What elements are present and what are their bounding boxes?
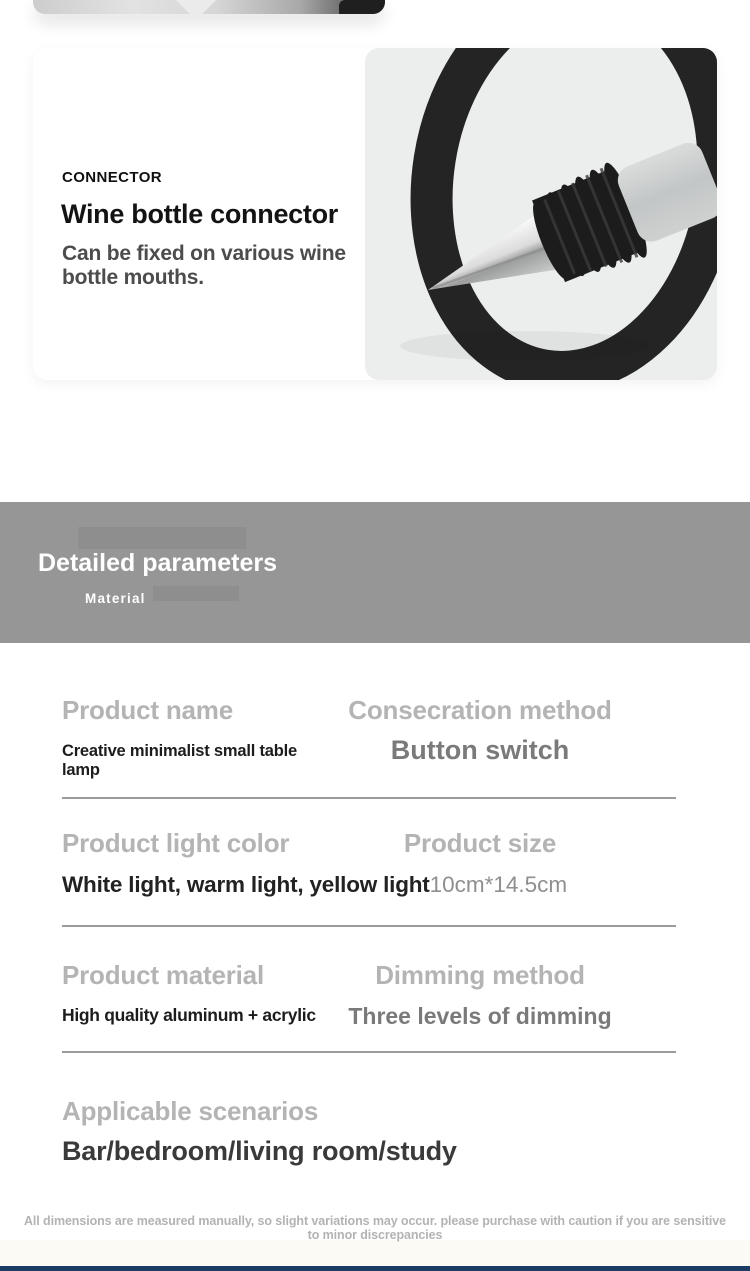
param-row-scenarios [62, 1096, 676, 1167]
product-size-label: Product size [403, 828, 557, 858]
parameters-table [0, 643, 750, 1200]
dimming-method-value: Three levels of dimming [348, 1003, 612, 1029]
remnant-diamond-shape [175, 0, 217, 14]
parameters-title: Detailed parameters [38, 549, 278, 577]
light-color-and-size-values [62, 872, 625, 898]
param-row-lightcolor-size [62, 828, 676, 898]
param-row-name-consecration [62, 695, 676, 780]
product-material-value: High quality aluminum + acrylic [62, 1005, 316, 1025]
consecration-method-value: Button switch [390, 735, 570, 765]
connector-title: Wine bottle connector [61, 199, 338, 229]
footer-background-strip [0, 1240, 750, 1266]
covered-text-patch-1 [78, 527, 246, 549]
product-light-color-label: Product light color [62, 828, 290, 858]
connector-product-image [365, 48, 717, 380]
stopper-illustration [365, 48, 717, 380]
product-name-value: Creative minimalist small table lamp [62, 742, 297, 779]
consecration-method-label: Consecration method [348, 695, 612, 725]
product-material-label: Product material [62, 960, 264, 990]
applicable-scenarios-label: Applicable scenarios [62, 1096, 319, 1126]
row-divider [62, 925, 676, 927]
connector-description: Can be fixed on various wine bottle mouths. [62, 242, 346, 289]
row-divider [62, 797, 676, 799]
connector-eyebrow-label: CONNECTOR [62, 169, 162, 186]
remnant-dark-object [339, 0, 385, 14]
covered-text-patch-2 [153, 586, 239, 601]
product-light-color-value: White light, warm light, yellow light [62, 872, 430, 897]
next-section-edge-bar [0, 1266, 750, 1271]
parameters-subtitle: Material [85, 591, 146, 606]
disclaimer-line-2: to minor discrepancies [307, 1228, 443, 1242]
row-divider [62, 1051, 676, 1053]
previous-image-card-remnant [33, 0, 385, 14]
disclaimer-line-1: All dimensions are measured manually, so slight variations may occur. please purchase with caution if you are sensitive [23, 1214, 726, 1228]
parameters-header-band [0, 502, 750, 643]
footer-disclaimer [0, 1214, 750, 1242]
product-name-label: Product name [62, 695, 233, 725]
param-row-material-dimming [62, 960, 676, 1030]
product-size-value: 10cm*14.5cm [429, 872, 568, 897]
dimming-method-label: Dimming method [375, 960, 585, 990]
applicable-scenarios-value: Bar/bedroom/living room/study [62, 1136, 457, 1166]
stopper-shadow [400, 331, 650, 361]
connector-feature-card [33, 48, 717, 380]
